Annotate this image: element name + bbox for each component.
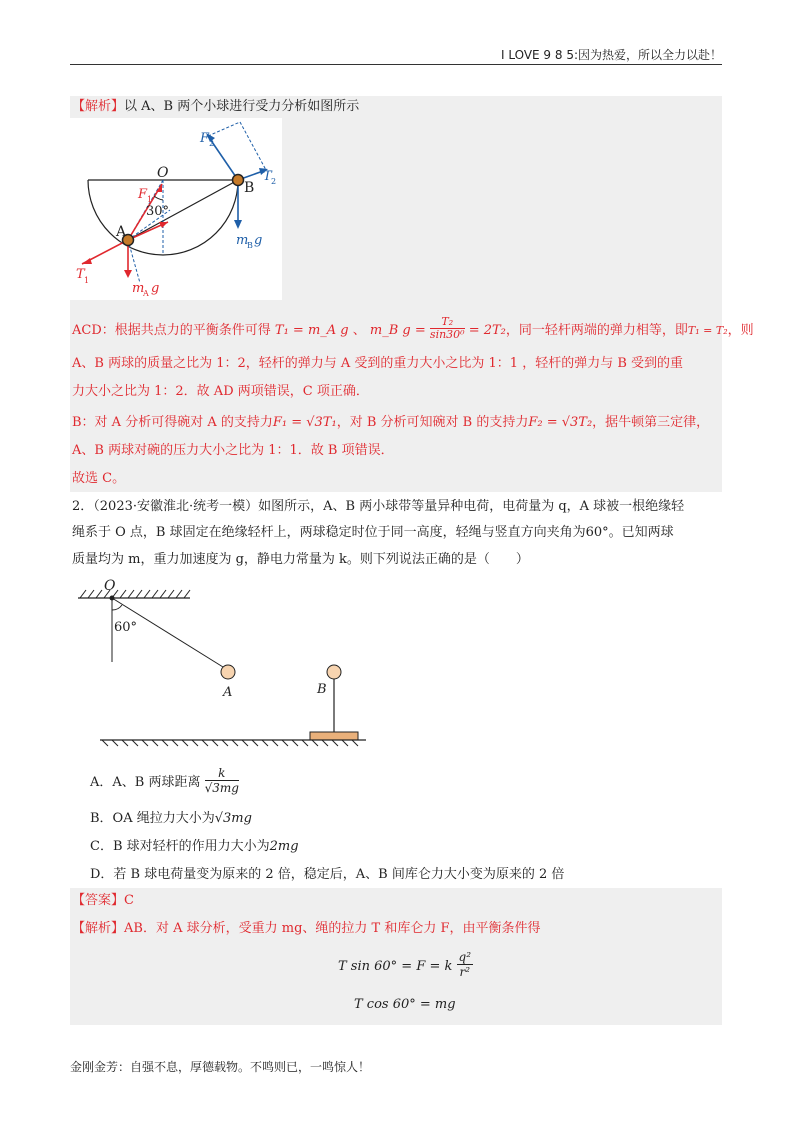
equation-2: T cos 60° = mg <box>354 997 456 1012</box>
solution-line-3: 力大小之比为 1：2．故 AD 两项错误，C 项正确． <box>72 384 369 399</box>
label-A2: A <box>223 685 233 700</box>
option-a-text: A．A、B 两球距离 <box>90 775 201 790</box>
page-footer: 金刚金芳：自强不息，厚德载物。不鸣则已，一鸣惊人！ <box>70 1060 371 1074</box>
option-c-text: C．B 球对轻杆的作用力大小为 <box>90 839 270 854</box>
b-mid: ，对 B 分析可知碗对 B 的支持力 <box>336 415 529 430</box>
solution-line-6: 故选 C。 <box>72 471 126 486</box>
option-a-fraction <box>205 766 239 795</box>
label-mBg-sub: B <box>247 241 253 250</box>
acd-eq-2-right: = 2T₂ <box>468 323 506 338</box>
label-F2: F <box>200 131 210 146</box>
acd-eq-1: T₁ = m_A g <box>274 323 349 338</box>
b-eq-2: F₂ = √3T₂ <box>528 415 593 430</box>
charged-balls-diagram <box>70 576 370 748</box>
acd-fraction-num: T₂ <box>430 316 465 329</box>
label-T1: T <box>76 267 85 282</box>
page-header: I LOVE 9 8 5:因为热爱，所以全力以赴！ <box>500 48 722 62</box>
label-mAg-g: g <box>151 281 160 296</box>
solution-acd-line <box>72 315 754 343</box>
acd-prefix: ACD：根据共点力的平衡条件可得 <box>72 323 271 338</box>
question-2-line-1: 2．（2023·安徽淮北·统考一模）如图所示，A、B 两小球带等量异种电荷，电荷量为 q，A 球被一根绝缘轻 <box>72 499 685 514</box>
option-c[interactable] <box>90 838 299 856</box>
equation-1-den: r² <box>459 965 471 979</box>
option-b[interactable] <box>90 810 252 828</box>
label-F1-sub: 1 <box>147 195 153 204</box>
option-a[interactable] <box>90 768 239 797</box>
label-A: A <box>116 224 127 240</box>
solution-line-2: A、B 两球的质量之比为 1：2，轻杆的弹力与 A 受到的重力大小之比为 1：1 ，轻杆的弹力与 B 受到的重 <box>72 356 684 371</box>
answer-solution-tag: 【解析】 <box>72 921 125 936</box>
label-B2: B <box>317 682 327 697</box>
label-mBg: m <box>236 233 249 248</box>
acd-eq-2-left: m_B g = <box>369 323 426 338</box>
solution-b-line <box>72 414 709 432</box>
equation-1-fraction <box>457 950 474 979</box>
option-d[interactable]: D．若 B 球电荷量变为原来的 2 倍，稳定后，A、B 间库仑力大小变为原来的 2 倍 <box>90 867 565 882</box>
label-F2-sub: 2 <box>209 139 215 148</box>
option-a-num: k <box>205 766 239 781</box>
question-2-line-2: 绳系于 O 点，B 球固定在绝缘轻杆上，两球稳定时位于同一高度，轻绳与竖直方向夹角为60°。已知两球 <box>72 525 674 540</box>
b-end: ，据牛顿第三定律， <box>592 415 710 430</box>
acd-fraction-den: sin30⁰ <box>429 328 465 341</box>
acd-eq-3: T₁ = T₂ <box>687 324 728 337</box>
bowl-force-diagram <box>70 118 282 300</box>
label-B: B <box>244 180 255 196</box>
label-T1-sub: 1 <box>84 276 90 285</box>
answer-line <box>72 892 134 910</box>
equation-1 <box>338 952 473 981</box>
answer-value: C <box>124 893 134 908</box>
solution-1-intro <box>72 98 359 116</box>
header-divider <box>70 64 722 65</box>
label-T2-sub: 2 <box>271 177 277 186</box>
label-angle-60: 60° <box>114 620 138 635</box>
answer-solution-line <box>72 920 540 938</box>
label-T2: T <box>263 169 272 184</box>
answer-solution-text: AB．对 A 球分析，受重力 mg、绳的拉力 T 和库仑力 F，由平衡条件得 <box>124 921 541 936</box>
label-mBg-g: g <box>254 233 263 248</box>
label-O2: O <box>104 578 116 594</box>
option-c-value: 2mg <box>269 839 299 854</box>
label-mAg-sub: A <box>143 289 149 298</box>
equation-1-left: T sin 60° = F = k <box>338 959 453 974</box>
solution-intro-text: 以 A、B 两个小球进行受力分析如图所示 <box>124 99 360 114</box>
solution-tag: 【解析】 <box>72 99 125 114</box>
label-F1: F <box>138 187 148 202</box>
label-angle-30: 30° <box>146 204 170 219</box>
acd-end: ，则 <box>727 323 754 338</box>
answer-tag: 【答案】 <box>72 893 125 908</box>
label-O: O <box>157 165 169 181</box>
b-eq-1: F₁ = √3T₁ <box>272 415 337 430</box>
option-a-den: √3mg <box>204 781 239 795</box>
option-b-text: B．OA 绳拉力大小为 <box>90 811 215 826</box>
option-b-value: √3mg <box>214 811 252 826</box>
acd-mid: ，同一轻杆两端的弹力相等，即 <box>505 323 688 338</box>
question-2-line-3: 质量均为 m，重力加速度为 g，静电力常量为 k。则下列说法正确的是（ ） <box>72 552 529 567</box>
acd-fraction <box>430 316 465 341</box>
b-prefix: B：对 A 分析可得碗对 A 的支持力 <box>72 415 273 430</box>
label-mAg: m <box>132 281 145 296</box>
solution-line-5: A、B 两球对碗的压力大小之比为 1：1．故 B 项错误． <box>72 443 394 458</box>
acd-sep: 、 <box>352 323 366 338</box>
equation-1-num: q² <box>458 950 472 964</box>
